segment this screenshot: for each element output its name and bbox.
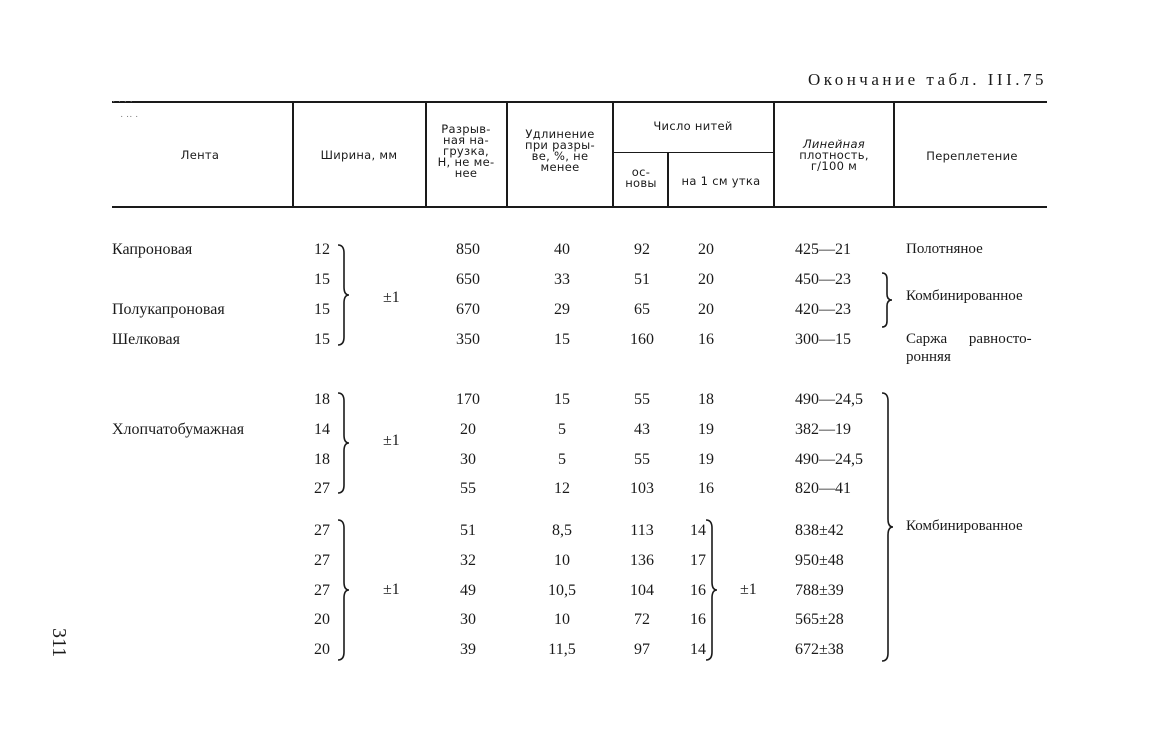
cell-plotnost: 820—41	[795, 480, 851, 497]
header-lenta: Лента	[180, 148, 220, 162]
cell-shirina: 18	[314, 451, 330, 468]
cell-udlinenie: 5	[558, 421, 566, 438]
cell-osnovy: 104	[630, 582, 654, 599]
brace-right-icon	[880, 271, 894, 329]
weave-label: Полотняное	[906, 241, 983, 257]
cell-utka: 20	[698, 241, 714, 258]
weave-label: Саржа равносто-	[906, 331, 1032, 347]
cell-shirina: 14	[314, 421, 330, 438]
header-plotnost-line: плотность,	[799, 148, 869, 162]
header-osnovy	[615, 167, 667, 189]
cell-osnovy: 55	[634, 451, 650, 468]
cell-shirina: 27	[314, 522, 330, 539]
table-header-bottom-rule	[112, 206, 1047, 208]
cell-plotnost: 788±39	[795, 582, 844, 599]
header-plotnost-line: Линейная	[802, 137, 866, 151]
cell-razryv: 850	[456, 241, 480, 258]
header-plotnost	[776, 139, 892, 172]
cell-utka: 20	[698, 301, 714, 318]
cell-shirina: 18	[314, 391, 330, 408]
tolerance-label: ±1	[740, 581, 757, 598]
cell-udlinenie: 40	[554, 241, 570, 258]
cell-utka: 14	[690, 522, 706, 539]
header-chislo-nitey: Число нитей	[653, 119, 733, 133]
scan-speck: ˙ ˙˙ ˙	[120, 115, 139, 126]
header-divider	[667, 153, 669, 206]
table-top-rule	[112, 101, 1047, 103]
cell-utka: 17	[690, 552, 706, 569]
header-divider	[292, 103, 294, 206]
header-razryv-line: нее	[454, 166, 478, 180]
header-plotnost-line: г/100 м	[810, 159, 858, 173]
cell-utka: 14	[690, 641, 706, 658]
cell-osnovy: 92	[634, 241, 650, 258]
cell-utka: 16	[698, 480, 714, 497]
header-razryv-line: Разрыв-	[441, 122, 491, 136]
header-udlinenie-line: Удлинение	[525, 127, 595, 141]
header-razryv-line: ная на-	[443, 133, 489, 147]
cell-lenta: Капроновая	[112, 241, 193, 258]
tolerance-label: ±1	[383, 581, 400, 598]
cell-osnovy: 136	[630, 552, 654, 569]
cell-razryv: 32	[460, 552, 476, 569]
tolerance-label: ±1	[383, 432, 400, 449]
header-perepletenie: Переплетение	[926, 149, 1018, 163]
cell-razryv: 55	[460, 480, 476, 497]
cell-plotnost: 490—24,5	[795, 391, 863, 408]
cell-razryv: 30	[460, 451, 476, 468]
cell-osnovy: 65	[634, 301, 650, 318]
cell-shirina: 27	[314, 480, 330, 497]
scan-speck: ˙ ˙ ˙ ˙	[112, 100, 133, 111]
cell-utka: 20	[698, 271, 714, 288]
brace-right-icon	[704, 518, 718, 662]
header-divider	[612, 103, 614, 206]
cell-razryv: 170	[456, 391, 480, 408]
cell-osnovy: 97	[634, 641, 650, 658]
header-osnovy-line: ос-	[631, 165, 651, 179]
header-razryv-line: грузка,	[442, 144, 489, 158]
weave-label: ронняя	[906, 349, 951, 365]
cell-razryv: 30	[460, 611, 476, 628]
cell-plotnost: 565±28	[795, 611, 844, 628]
cell-lenta: Шелковая	[112, 331, 180, 348]
brace-right-icon	[336, 243, 350, 347]
weave-label: Комбинированное	[906, 288, 1023, 304]
header-divider	[773, 103, 775, 206]
cell-udlinenie: 5	[558, 451, 566, 468]
cell-osnovy: 43	[634, 421, 650, 438]
cell-osnovy: 103	[630, 480, 654, 497]
cell-plotnost: 950±48	[795, 552, 844, 569]
cell-utka: 16	[690, 582, 706, 599]
cell-razryv: 39	[460, 641, 476, 658]
header-razryv-line: Н, не ме-	[437, 155, 495, 169]
cell-plotnost: 838±42	[795, 522, 844, 539]
cell-utka: 16	[690, 611, 706, 628]
cell-plotnost: 382—19	[795, 421, 851, 438]
weave-label: Комбинированное	[906, 518, 1023, 534]
cell-plotnost: 420—23	[795, 301, 851, 318]
cell-udlinenie: 11,5	[548, 641, 576, 658]
cell-razryv: 20	[460, 421, 476, 438]
table-caption: Окончание табл. III.75	[808, 70, 1047, 89]
cell-plotnost: 672±38	[795, 641, 844, 658]
cell-lenta: Хлопчатобумажная	[112, 421, 245, 438]
cell-razryv: 650	[456, 271, 480, 288]
header-divider	[893, 103, 895, 206]
header-udlinenie-line: при разры-	[525, 138, 595, 152]
header-razryv	[430, 124, 502, 179]
cell-razryv: 670	[456, 301, 480, 318]
cell-razryv: 49	[460, 582, 476, 599]
cell-osnovy: 113	[630, 522, 654, 539]
cell-osnovy: 51	[634, 271, 650, 288]
cell-razryv: 51	[460, 522, 476, 539]
threads-subheader-rule	[613, 152, 773, 153]
cell-plotnost: 425—21	[795, 241, 851, 258]
cell-shirina: 15	[314, 271, 330, 288]
cell-udlinenie: 15	[554, 331, 570, 348]
cell-udlinenie: 15	[554, 391, 570, 408]
header-udlinenie-line: ве, %, не	[531, 149, 589, 163]
header-osnovy-line: новы	[625, 176, 657, 190]
cell-shirina: 27	[314, 552, 330, 569]
brace-right-icon	[336, 518, 350, 662]
cell-plotnost: 300—15	[795, 331, 851, 348]
cell-udlinenie: 12	[554, 480, 570, 497]
cell-plotnost: 450—23	[795, 271, 851, 288]
cell-shirina: 20	[314, 611, 330, 628]
page-number: 311	[48, 628, 70, 658]
cell-razryv: 350	[456, 331, 480, 348]
cell-utka: 16	[698, 331, 714, 348]
cell-udlinenie: 10	[554, 611, 570, 628]
header-utka: на 1 см утка	[681, 174, 761, 188]
cell-lenta: Полукапроновая	[112, 301, 225, 318]
cell-utka: 19	[698, 451, 714, 468]
cell-utka: 18	[698, 391, 714, 408]
header-divider	[506, 103, 508, 206]
cell-osnovy: 72	[634, 611, 650, 628]
cell-osnovy: 160	[630, 331, 654, 348]
cell-udlinenie: 33	[554, 271, 570, 288]
cell-utka: 19	[698, 421, 714, 438]
header-divider	[425, 103, 427, 206]
brace-right-icon	[336, 391, 350, 495]
tolerance-label: ±1	[383, 289, 400, 306]
cell-shirina: 20	[314, 641, 330, 658]
cell-udlinenie: 8,5	[552, 522, 572, 539]
header-shirina: Ширина, мм	[320, 148, 398, 162]
cell-shirina: 12	[314, 241, 330, 258]
cell-shirina: 27	[314, 582, 330, 599]
header-udlinenie-line: менее	[540, 160, 580, 174]
cell-udlinenie: 10	[554, 552, 570, 569]
cell-udlinenie: 29	[554, 301, 570, 318]
cell-shirina: 15	[314, 331, 330, 348]
header-udlinenie	[510, 129, 610, 173]
brace-right-icon	[880, 391, 894, 663]
cell-udlinenie: 10,5	[548, 582, 576, 599]
cell-shirina: 15	[314, 301, 330, 318]
cell-osnovy: 55	[634, 391, 650, 408]
cell-plotnost: 490—24,5	[795, 451, 863, 468]
